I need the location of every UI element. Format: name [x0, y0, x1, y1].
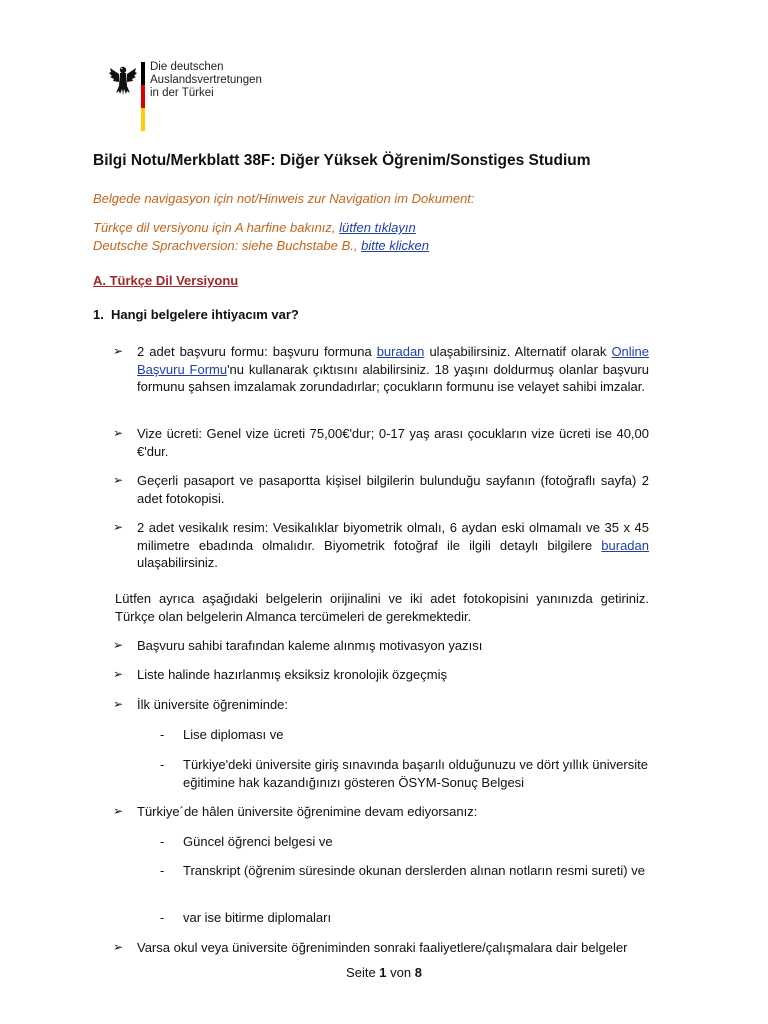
list-item-first-study: İlk üniversite öğreniminde:	[137, 697, 289, 712]
online-application-form-link[interactable]: Online Başvuru Formu	[137, 344, 650, 377]
logo-line-2: Auslandsvertretungen	[150, 74, 262, 86]
footer-mid: von	[386, 965, 415, 980]
flag-gold	[141, 108, 145, 131]
originals-paragraph: Lütfen ayrıca aşağıdaki belgelerin orijinalini ve iki adet fotokopisini yanınızda getiriniz. Türkçe olan belgelerin Almanca tercümeleri de gerekmektedir.	[115, 591, 649, 624]
sub-item-highschool-diploma: Lise diploması ve	[183, 727, 284, 742]
dash-marker: -	[160, 757, 165, 772]
dash-marker: -	[160, 727, 165, 742]
bullet-text: ulaşabilirsiniz. Alternatif olarak	[424, 344, 612, 359]
bullet-photos	[137, 519, 649, 572]
footer-prefix: Seite	[346, 965, 380, 980]
sub-item-student-certificate: Güncel öğrenci belgesi ve	[183, 834, 333, 849]
bullet-text: ulaşabilirsiniz.	[137, 555, 218, 570]
eagle-icon	[108, 62, 138, 98]
flag-red	[141, 85, 145, 108]
current-page-number: 1	[379, 965, 387, 980]
question-number: 1.	[93, 307, 104, 322]
application-form-link[interactable]: buradan	[376, 344, 425, 359]
question-text: Hangi belgelere ihtiyacım var?	[111, 307, 299, 322]
biometric-photo-link[interactable]: buradan	[601, 537, 649, 553]
bullet-arrow-icon: ➢	[113, 426, 124, 440]
list-item-cv: Liste halinde hazırlanmış eksiksiz kronolojik özgeçmiş	[137, 667, 447, 682]
bullet-text: 2 adet başvuru formu: başvuru formuna	[137, 344, 377, 359]
turkish-version-link[interactable]: lütfen tıklayın	[339, 220, 416, 235]
bullet-text: 'nu kullanarak çıktısını alabilirsiniz. 18 yaşını doldurmuş olanlar başvuru formunu şahsen imzalamak zorundadırlar; çocukların formunu ise velayet sahibi imzalar.	[137, 361, 649, 394]
bullet-arrow-icon: ➢	[113, 667, 124, 681]
sub-item-diplomas: var ise bitirme diplomaları	[183, 910, 332, 925]
german-flag-stripe	[141, 62, 145, 131]
list-item-ongoing-study: Türkiye´de hâlen üniversite öğrenimine devam ediyorsanız:	[137, 804, 478, 819]
navigation-links	[93, 219, 429, 255]
bullet-arrow-icon: ➢	[113, 344, 124, 358]
bullet-passport: Geçerli pasaport ve pasaportta kişisel bilgilerin bulunduğu sayfanın (fotoğraflı sayfa) 2 adet fotokopisi.	[137, 473, 649, 506]
bullet-arrow-icon: ➢	[113, 638, 124, 652]
bullet-arrow-icon: ➢	[113, 520, 124, 534]
bullet-arrow-icon: ➢	[113, 940, 124, 954]
navigation-note: Belgede navigasyon için not/Hinweis zur Navigation im Dokument:	[93, 191, 475, 206]
logo-line-3: in der Türkei	[150, 87, 214, 99]
dash-marker: -	[160, 910, 165, 925]
page-footer	[0, 965, 768, 980]
logo-line-1: Die deutschen	[150, 61, 224, 73]
list-item-motivation-letter: Başvuru sahibi tarafından kaleme alınmış motivasyon yazısı	[137, 638, 483, 653]
flag-black	[141, 62, 145, 85]
question-heading	[93, 307, 299, 322]
bullet-arrow-icon: ➢	[113, 473, 124, 487]
document-title: Bilgi Notu/Merkblatt 38F: Diğer Yüksek Öğrenim/Sonstiges Studium	[93, 152, 591, 169]
bullet-arrow-icon: ➢	[113, 804, 124, 818]
bullet-arrow-icon: ➢	[113, 697, 124, 711]
dash-marker: -	[160, 834, 165, 849]
total-page-count: 8	[414, 965, 422, 980]
german-version-link[interactable]: bitte klicken	[361, 238, 430, 253]
bullet-visa-fee: Vize ücreti: Genel vize ücreti 75,00€'dur; 0-17 yaş arası çocukların vize ücreti ise 40,00 €'dur.	[137, 426, 649, 459]
logo-text	[150, 61, 262, 100]
section-a-heading: A. Türkçe Dil Versiyonu	[93, 273, 239, 288]
bullet-application-form	[137, 343, 649, 396]
sub-item-osym-result: Türkiye'deki üniversite giriş sınavında başarılı olduğunuzu ve dört yıllık üniversite eğitimine hak kazandığınızı gösteren ÖSYM-Sonuç Belgesi	[183, 757, 648, 790]
dash-marker: -	[160, 863, 165, 878]
nav-turkish-line	[93, 219, 429, 237]
list-item-activities: Varsa okul veya üniversite öğreniminden sonraki faaliyetlere/çalışmalara dair belgeler	[137, 940, 628, 955]
sub-item-transcript: Transkript (öğrenim süresinde okunan derslerden alınan notların resmi sureti) ve	[183, 863, 645, 878]
nav-german-text: Deutsche Sprachversion: siehe Buchstabe B.,	[93, 238, 362, 253]
nav-turkish-text: Türkçe dil versiyonu için A harfine bakınız,	[93, 220, 340, 235]
bullet-text: 2 adet vesikalık resim: Vesikalıklar biyometrik olmalı, 6 aydan eski olmamalı ve 35 x 45 milimetre ebadında olmalıdır. Biyometrik fotoğraf ile ilgili detaylı bilgilere	[137, 520, 649, 553]
embassy-logo	[108, 60, 338, 135]
nav-german-line	[93, 237, 429, 255]
